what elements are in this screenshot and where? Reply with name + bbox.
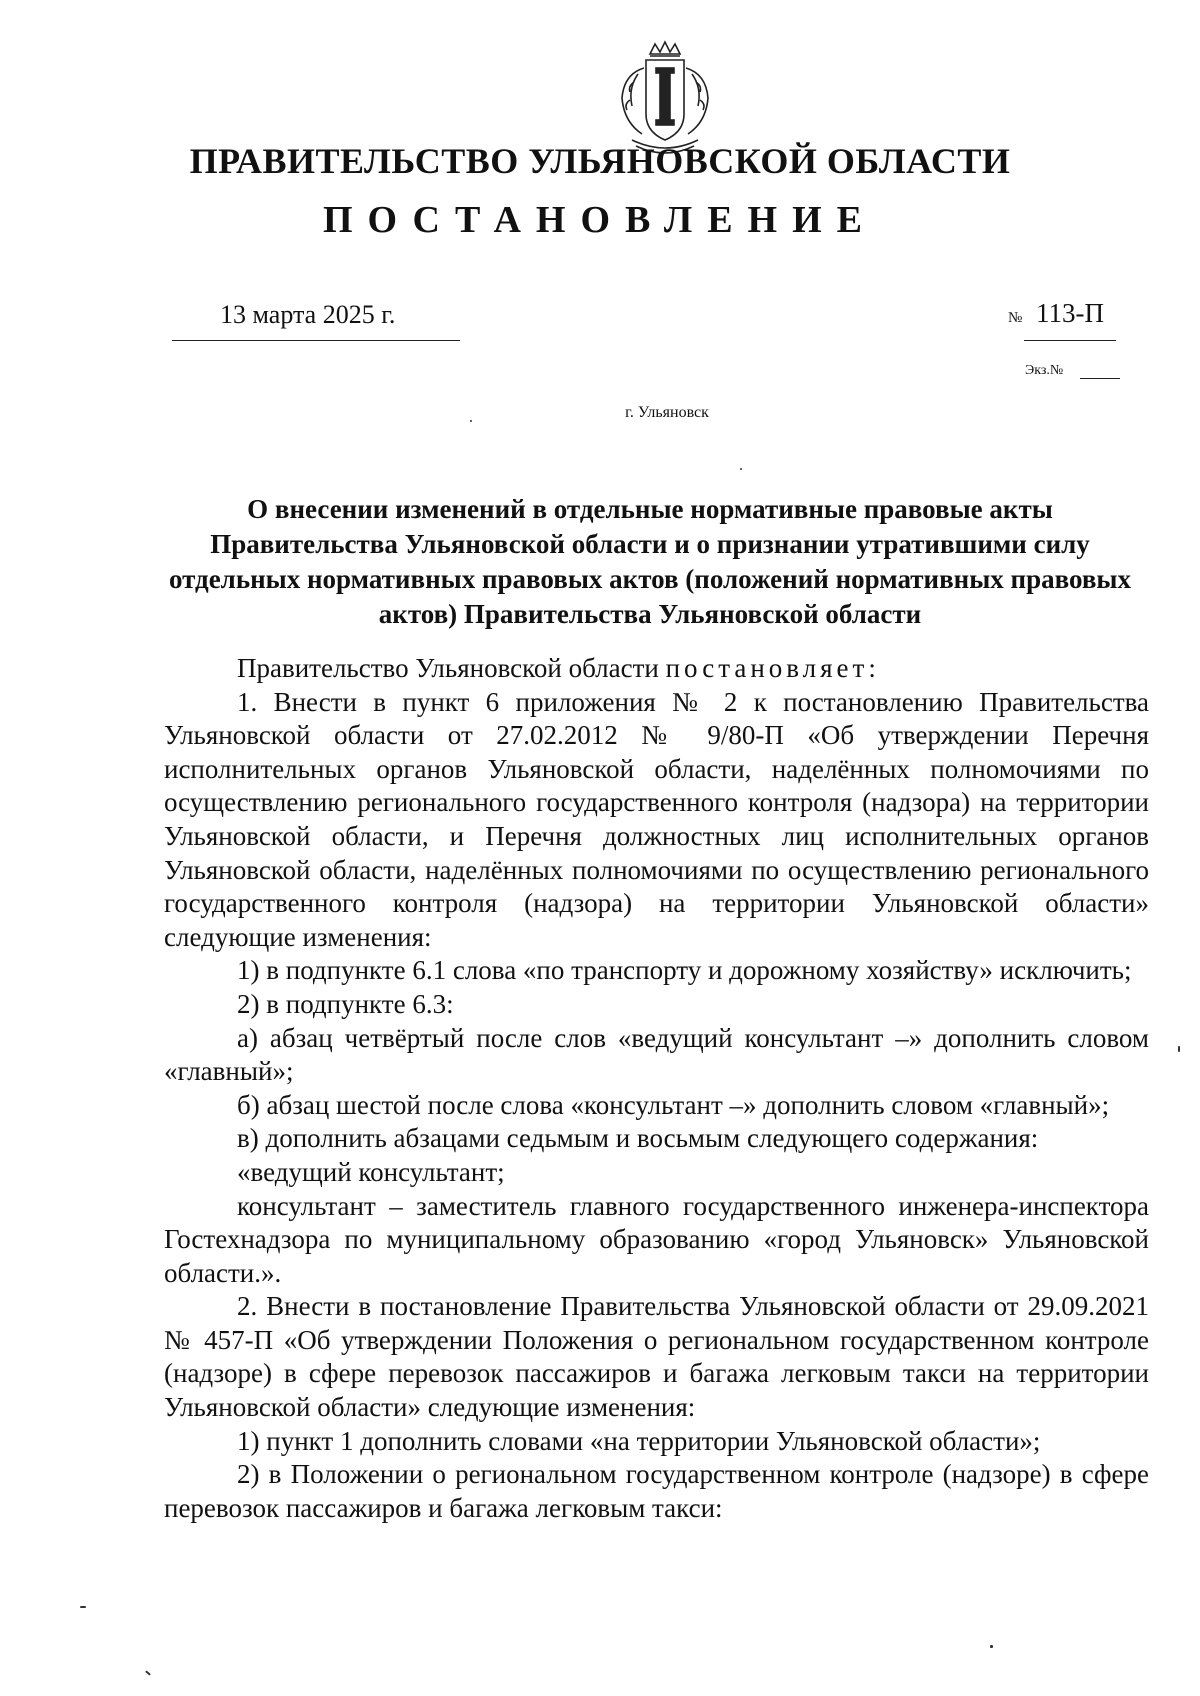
scan-speck <box>1178 1046 1180 1052</box>
document-type-title: ПОСТАНОВЛЕНИЕ <box>322 199 878 241</box>
intro-prefix: Правительство Ульяновской области <box>237 653 659 683</box>
document-date: 13 марта 2025 г. <box>220 300 396 329</box>
intro-verb: постановляет: <box>665 653 880 683</box>
paragraph-1-2b: б) абзац шестой после слова «консультант –» дополнить словом «главный»; <box>237 1089 1110 1120</box>
number-underline <box>1024 340 1116 341</box>
paragraph-1-2c: в) дополнить абзацами седьмым и восьмым следующего содержания: <box>237 1123 1039 1154</box>
paragraph-1-1: 1) в подпункте 6.1 слова «по транспорту и дорожному хозяйству» исключить; <box>237 955 1132 986</box>
paragraph-2: 2. Внести в постановление Правительства Ульяновской области от 29.09.2021 № 457-П «Об утверждении Положения о региональном государственном контроле (надзоре) в сфере перевозок пассажиров и багажа легковым такси на территории Ульяновской области» следующие изменения: <box>164 1291 1149 1423</box>
paragraph-1: 1. Внести в пункт 6 приложения № 2 к постановлению Правительства Ульяновской области от 27.02.2012 № 9/80-П «Об утверждении Перечня исполнительных органов Ульяновской области, наделённых полномочиями по осуществлению регионального государственного контроля (надзора) на территории Ульяновской области, и Перечня должностных лиц исполнительных органов Ульяновской области, наделённых полномочиями по осуществлению регионального государственного контроля (надзора) на территории Ульяновской области» следующие изменения: <box>164 686 1149 952</box>
scan-speck <box>80 1606 86 1608</box>
paragraph-1-2: 2) в подпункте 6.3: <box>237 988 454 1019</box>
copy-number-underline <box>1080 378 1120 379</box>
date-underline <box>172 340 460 341</box>
intro-paragraph <box>164 652 1149 686</box>
paragraph-2-2: 2) в Положении о региональном государственном контроле (надзоре) в сфере перевозок пассажиров и багажа легковым такси: <box>164 1459 1149 1523</box>
paragraph-2-1: 1) пункт 1 дополнить словами «на территории Ульяновской области»; <box>237 1425 1041 1456</box>
scan-speck <box>145 1670 151 1675</box>
government-title: ПРАВИТЕЛЬСТВО УЛЬЯНОВСКОЙ ОБЛАСТИ <box>189 141 1011 181</box>
quoted-line-2: консультант – заместитель главного государственного инженера-инспектора Гостехнадзора по муниципальному образованию «город Ульяновск» Ульяновской области.». <box>164 1190 1149 1288</box>
scan-speck <box>990 1645 993 1648</box>
copy-number-label: Экз.№ <box>1025 363 1064 378</box>
quoted-line-1: «ведущий консультант; <box>237 1156 505 1187</box>
number-prefix: № <box>1008 310 1023 326</box>
scan-speck <box>470 420 472 422</box>
scan-speck <box>740 468 742 470</box>
paragraph-1-2a: а) абзац четвёртый после слов «ведущий консультант –» дополнить словом «главный»; <box>164 1022 1149 1087</box>
document-heading: О внесении изменений в отдельные нормативные правовые акты Правительства Ульяновской области и о признании утратившими силу отдельных нормативных правовых актов (положений нормативных правовых актов) Правительства Ульяновской области <box>168 494 1131 629</box>
city-line: г. Ульяновск <box>625 404 709 421</box>
document-body <box>164 652 1149 1525</box>
document-number: 113-П <box>1036 298 1104 328</box>
